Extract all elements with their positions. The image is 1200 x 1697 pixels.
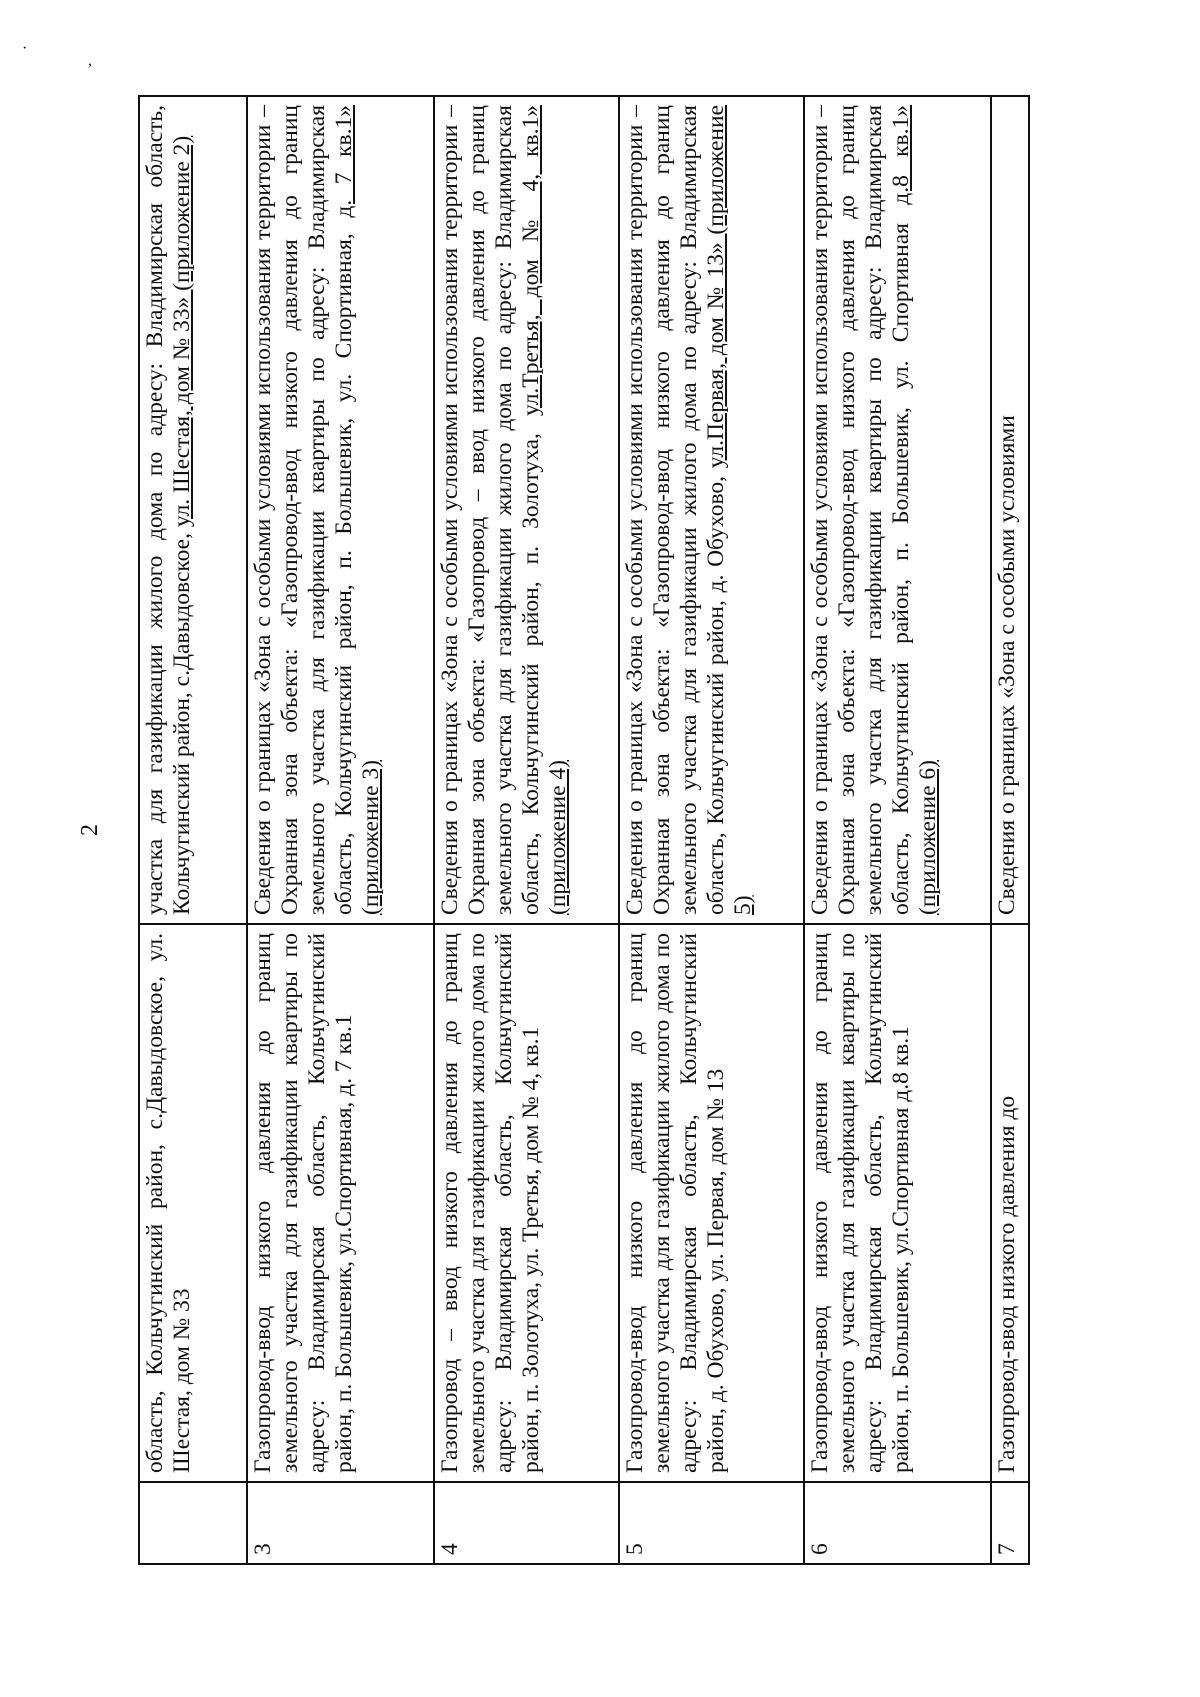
description-cell bbox=[139, 96, 247, 924]
description-text: Сведения о границах «Зона с особыми условиями bbox=[994, 415, 1020, 915]
object-cell: Газопровод-ввод низкого давления до границ земельного участка для газификации квартиры по адресу: Владимирская область, Кольчугинский район, п. Большевик, ул.Спортивная, д. 7 кв.1 bbox=[247, 924, 434, 1482]
zones-table bbox=[138, 95, 1030, 1565]
description-underlined: д.8 кв.1» (приложение 6) bbox=[888, 105, 941, 915]
row-number: 7 bbox=[991, 1482, 1029, 1564]
rotated-table-wrapper bbox=[138, 95, 1043, 1565]
table-row bbox=[804, 96, 991, 1564]
row-number: 5 bbox=[619, 1482, 804, 1564]
object-cell: область, Кольчугинский район, с.Давыдовское, ул. Шестая, дом № 33 bbox=[139, 924, 247, 1482]
description-cell bbox=[619, 96, 804, 924]
page-number: 2 bbox=[77, 824, 103, 836]
object-cell: Газопровод-ввод низкого давления до bbox=[991, 924, 1029, 1482]
description-underlined: ул.Третья, дом № 4, кв.1» (приложение 4) bbox=[518, 105, 571, 915]
description-text: Сведения о границах «Зона с особыми условиями использования территории – Охранная зона объекта: «Газопровод-ввод низкого давления до границ земельного участка для газификации жилого дома по адресу: Владимирская область, Кольчугинский район, д. Обухово, bbox=[622, 105, 729, 915]
description-underlined: ул.Первая, дом № 13» (приложение 5) bbox=[703, 105, 756, 915]
scan-speck: , bbox=[88, 52, 92, 69]
description-underlined: д. 7 кв.1» (приложение 3) bbox=[331, 105, 384, 915]
description-text: Сведения о границах «Зона с особыми условиями использования территории – Охранная зона объекта: «Газопровод-ввод низкого давления до границ земельного участка для газификации квартиры по адресу: Владимирская область, Кольчугинский район, п. Большевик, ул. Спортивная, bbox=[250, 105, 357, 915]
description-cell bbox=[434, 96, 619, 924]
table-row bbox=[434, 96, 619, 1564]
description-text: Сведения о границах «Зона с особыми условиями использования территории – Охранная зона объекта: «Газопровод – ввод низкого давления до границ земельного участка для газификации жилого дома по адресу: Владимирская область, Кольчугинский район, п. Золотуха, bbox=[437, 105, 544, 915]
description-text: участка для газификации жилого дома по адресу: Владимирская область, Кольчугинский район, с.Давыдовское, bbox=[142, 105, 195, 915]
table-row bbox=[991, 96, 1029, 1564]
row-number: 6 bbox=[804, 1482, 991, 1564]
table-row bbox=[247, 96, 434, 1564]
object-cell: Газопровод – ввод низкого давления до границ земельного участка для газификации жилого дома по адресу: Владимирская область, Кольчугинский район, п. Золотуха, ул. Третья, дом № 4, кв.1 bbox=[434, 924, 619, 1482]
object-cell: Газопровод-ввод низкого давления до границ земельного участка для газификации жилого дома по адресу: Владимирская область, Кольчугинский район, д. Обухово, ул. Первая, дом № 13 bbox=[619, 924, 804, 1482]
row-number bbox=[139, 1482, 247, 1564]
description-cell bbox=[247, 96, 434, 924]
description-text: Сведения о границах «Зона с особыми условиями использования территории – Охранная зона объекта: «Газопровод-ввод низкого давления до границ земельного участка для газификации квартиры по адресу: Владимирская область, Кольчугинский район, п. Большевик, ул. Спортивная bbox=[807, 105, 914, 915]
description-underlined: ул. Шестая, дом № 33» (приложение 2) bbox=[169, 135, 195, 528]
row-number: 3 bbox=[247, 1482, 434, 1564]
row-number: 4 bbox=[434, 1482, 619, 1564]
object-cell: Газопровод-ввод низкого давления до границ земельного участка для газификации квартиры по адресу: Владимирская область, Кольчугинский район, п. Большевик, ул.Спортивная д.8 кв.1 bbox=[804, 924, 991, 1482]
scan-speck: · bbox=[22, 40, 28, 57]
description-cell bbox=[804, 96, 991, 924]
table-row bbox=[619, 96, 804, 1564]
description-cell bbox=[991, 96, 1029, 924]
table-row bbox=[139, 96, 247, 1564]
